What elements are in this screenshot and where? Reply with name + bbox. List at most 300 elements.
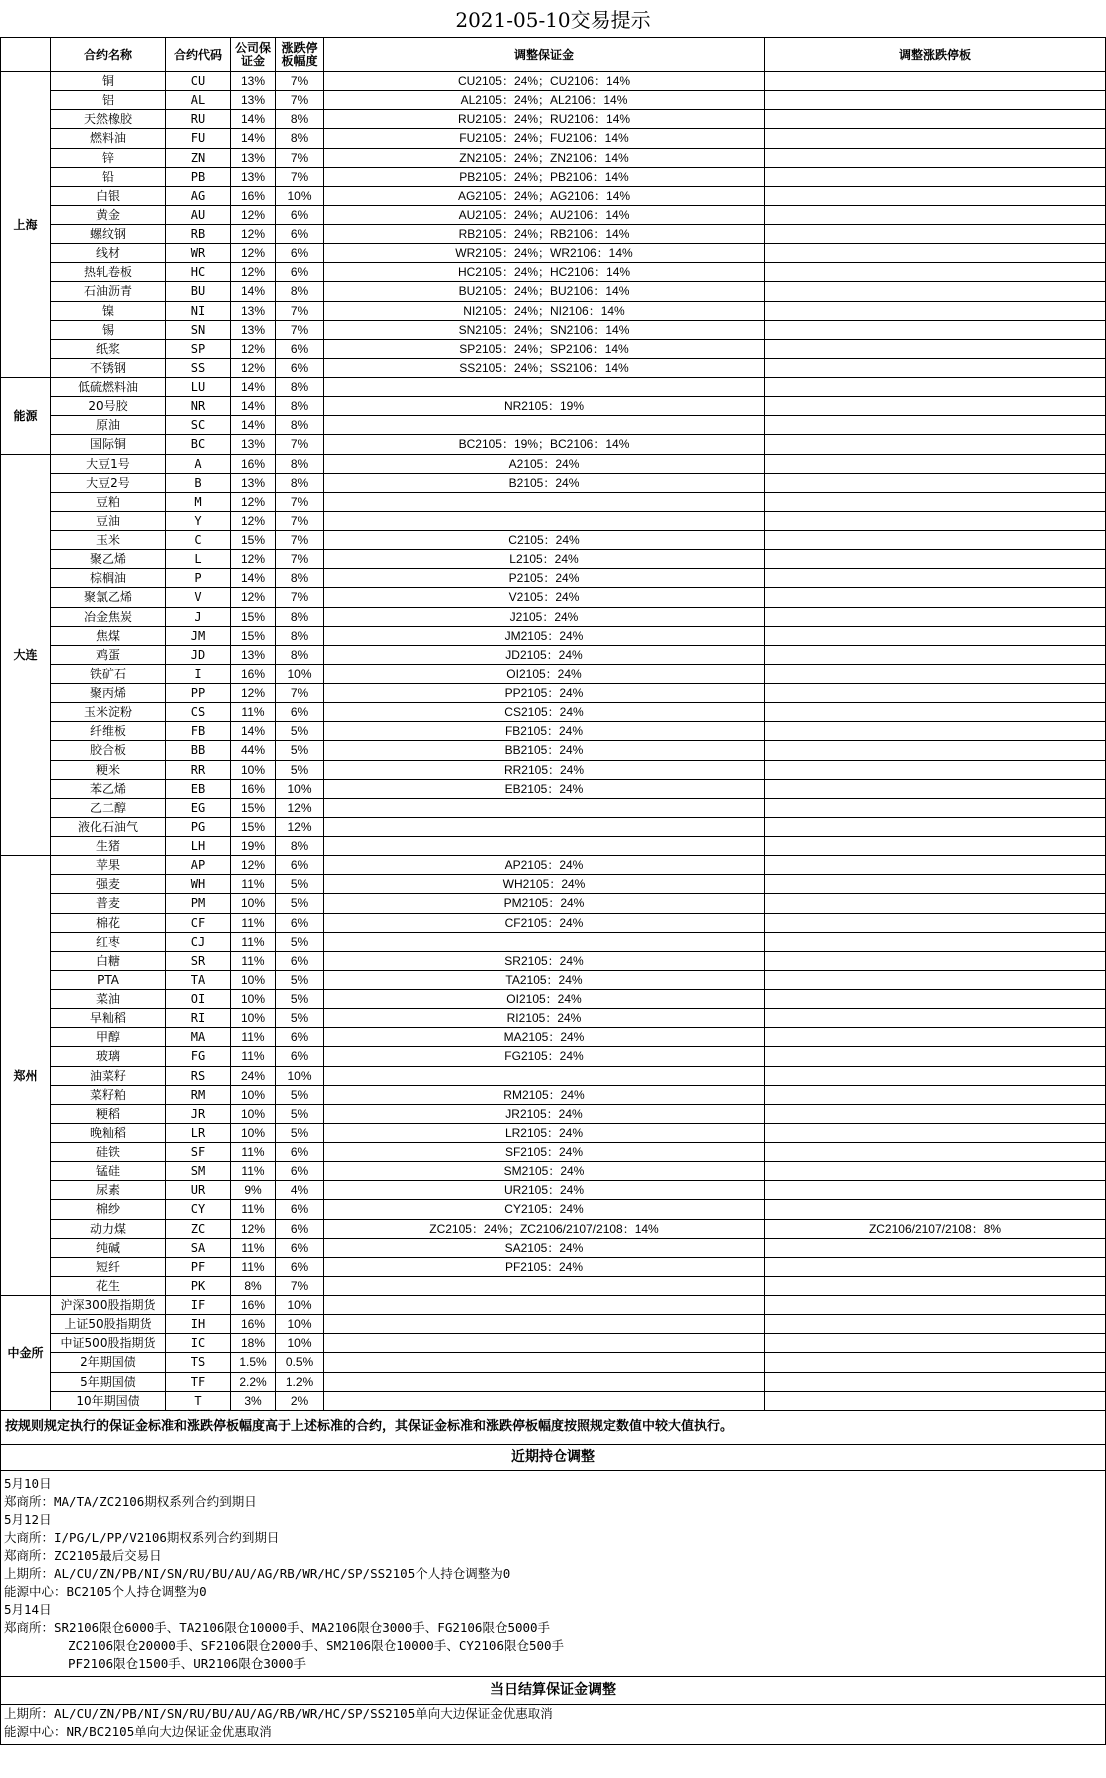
contract-name: 苯乙烯	[51, 779, 166, 798]
company-margin: 11%	[231, 1200, 276, 1219]
contract-code: CJ	[166, 932, 231, 951]
adjusted-margin: SA2105：24%	[324, 1238, 765, 1257]
contract-code: AG	[166, 186, 231, 205]
adjusted-margin	[324, 932, 765, 951]
contract-name: 国际铜	[51, 435, 166, 454]
adjusted-margin: CY2105：24%	[324, 1200, 765, 1219]
position-lines-row	[1, 1470, 1106, 1676]
price-limit: 10%	[276, 1315, 324, 1334]
price-limit: 5%	[276, 1009, 324, 1028]
adjusted-margin	[324, 1296, 765, 1315]
adjusted-limit	[765, 531, 1106, 550]
company-margin: 13%	[231, 91, 276, 110]
adjusted-margin	[324, 1276, 765, 1295]
company-margin: 12%	[231, 588, 276, 607]
price-limit: 6%	[276, 1200, 324, 1219]
adjusted-margin: JR2105：24%	[324, 1104, 765, 1123]
adjusted-margin: PM2105：24%	[324, 894, 765, 913]
contract-name: 花生	[51, 1276, 166, 1295]
contract-code: B	[166, 473, 231, 492]
position-line: PF2106限仓1500手、UR2106限仓3000手	[68, 1655, 307, 1671]
table-row	[1, 167, 1106, 186]
contract-name: 甲醇	[51, 1028, 166, 1047]
price-limit: 5%	[276, 875, 324, 894]
adjusted-limit	[765, 358, 1106, 377]
contract-name: 豆油	[51, 511, 166, 530]
table-row	[1, 1181, 1106, 1200]
adjusted-margin: JM2105：24%	[324, 626, 765, 645]
table-row	[1, 263, 1106, 282]
adjusted-limit	[765, 817, 1106, 836]
price-limit: 10%	[276, 1296, 324, 1315]
adjusted-limit	[765, 970, 1106, 989]
contract-code: BC	[166, 435, 231, 454]
contract-name: 纤维板	[51, 722, 166, 741]
adjusted-limit	[765, 1066, 1106, 1085]
adjusted-margin: PB2105：24%；PB2106：14%	[324, 167, 765, 186]
adjusted-margin: P2105：24%	[324, 569, 765, 588]
contract-name: 沪深300股指期货	[51, 1296, 166, 1315]
price-limit: 6%	[276, 205, 324, 224]
company-margin: 10%	[231, 1009, 276, 1028]
table-row	[1, 110, 1106, 129]
table-row	[1, 1315, 1106, 1334]
contract-code: NI	[166, 301, 231, 320]
price-limit: 8%	[276, 607, 324, 626]
contract-code: T	[166, 1391, 231, 1410]
adjusted-limit	[765, 263, 1106, 282]
contract-code: ZN	[166, 148, 231, 167]
table-row	[1, 358, 1106, 377]
adjusted-margin	[324, 1066, 765, 1085]
adjusted-limit	[765, 1085, 1106, 1104]
contract-code: CY	[166, 1200, 231, 1219]
table-row	[1, 894, 1106, 913]
adjusted-margin: PP2105：24%	[324, 684, 765, 703]
contract-name: 黄金	[51, 205, 166, 224]
contract-code: SR	[166, 951, 231, 970]
settlement-section-title: 当日结算保证金调整	[1, 1676, 1106, 1704]
adjusted-margin: FG2105：24%	[324, 1047, 765, 1066]
adjusted-margin: BC2105：19%；BC2106：14%	[324, 435, 765, 454]
contract-name: 不锈钢	[51, 358, 166, 377]
table-row	[1, 760, 1106, 779]
adjusted-margin	[324, 1353, 765, 1372]
price-limit: 8%	[276, 645, 324, 664]
adjusted-limit: ZC2106/2107/2108：8%	[765, 1219, 1106, 1238]
company-margin: 11%	[231, 1047, 276, 1066]
adjusted-margin: MA2105：24%	[324, 1028, 765, 1047]
company-margin: 10%	[231, 990, 276, 1009]
contract-name: 鸡蛋	[51, 645, 166, 664]
contract-code: UR	[166, 1181, 231, 1200]
contract-code: OI	[166, 990, 231, 1009]
contract-code: FU	[166, 129, 231, 148]
table-row	[1, 779, 1106, 798]
table-row	[1, 1200, 1106, 1219]
adjusted-margin: NR2105：19%	[324, 397, 765, 416]
adjusted-limit	[765, 1143, 1106, 1162]
contract-name: 液化石油气	[51, 817, 166, 836]
price-limit: 6%	[276, 244, 324, 263]
contract-code: IF	[166, 1296, 231, 1315]
price-limit: 7%	[276, 301, 324, 320]
company-margin: 14%	[231, 129, 276, 148]
adjusted-margin	[324, 378, 765, 397]
adjusted-margin: NI2105：24%；NI2106：14%	[324, 301, 765, 320]
contract-name: 铅	[51, 167, 166, 186]
contract-name: 大豆1号	[51, 454, 166, 473]
company-margin: 12%	[231, 205, 276, 224]
contract-code: FG	[166, 1047, 231, 1066]
company-margin: 19%	[231, 837, 276, 856]
price-limit: 8%	[276, 454, 324, 473]
contract-code: A	[166, 454, 231, 473]
adjusted-margin	[324, 817, 765, 836]
adjusted-margin	[324, 416, 765, 435]
contract-code: PP	[166, 684, 231, 703]
table-row	[1, 1372, 1106, 1391]
contract-name: 晚籼稻	[51, 1123, 166, 1142]
contract-name: PTA	[51, 970, 166, 989]
adjusted-limit	[765, 473, 1106, 492]
contract-name: 纸浆	[51, 339, 166, 358]
company-margin: 12%	[231, 1219, 276, 1238]
adjusted-limit	[765, 244, 1106, 263]
price-limit: 8%	[276, 110, 324, 129]
price-limit: 7%	[276, 492, 324, 511]
contract-name: 铁矿石	[51, 664, 166, 683]
table-row	[1, 913, 1106, 932]
table-row	[1, 378, 1106, 397]
table-row	[1, 626, 1106, 645]
contract-code: SN	[166, 320, 231, 339]
position-section-title: 近期持仓调整	[1, 1444, 1106, 1470]
adjusted-margin: AL2105：24%；AL2106：14%	[324, 91, 765, 110]
settlement-line: 能源中心：NR/BC2105单向大边保证金优惠取消	[4, 1723, 272, 1739]
adjusted-margin: OI2105：24%	[324, 990, 765, 1009]
contract-name: 镍	[51, 301, 166, 320]
adjusted-margin	[324, 1315, 765, 1334]
contract-code: RS	[166, 1066, 231, 1085]
price-limit: 10%	[276, 186, 324, 205]
table-row	[1, 1276, 1106, 1295]
adjusted-limit	[765, 1104, 1106, 1123]
table-row	[1, 1123, 1106, 1142]
contract-name: 玉米淀粉	[51, 703, 166, 722]
company-margin: 11%	[231, 1162, 276, 1181]
adjusted-limit	[765, 282, 1106, 301]
adjusted-limit	[765, 951, 1106, 970]
adjusted-margin: CU2105：24%；CU2106：14%	[324, 72, 765, 91]
contract-code: SF	[166, 1143, 231, 1162]
table-row	[1, 990, 1106, 1009]
company-margin: 12%	[231, 550, 276, 569]
company-margin: 11%	[231, 951, 276, 970]
contract-code: LR	[166, 1123, 231, 1142]
company-margin: 16%	[231, 186, 276, 205]
position-title-row	[1, 1444, 1106, 1470]
table-row	[1, 569, 1106, 588]
contract-code: JM	[166, 626, 231, 645]
adjusted-margin: RB2105：24%；RB2106：14%	[324, 225, 765, 244]
company-margin: 12%	[231, 244, 276, 263]
table-row	[1, 970, 1106, 989]
table-row	[1, 1162, 1106, 1181]
price-limit: 5%	[276, 990, 324, 1009]
adjusted-margin: C2105：24%	[324, 531, 765, 550]
contract-name: 螺纹钢	[51, 225, 166, 244]
header-margin: 公司保证金	[231, 38, 276, 72]
contract-name: 5年期国债	[51, 1372, 166, 1391]
contract-name: 生猪	[51, 837, 166, 856]
contract-name: 焦煤	[51, 626, 166, 645]
table-row	[1, 817, 1106, 836]
company-margin: 10%	[231, 1123, 276, 1142]
contract-name: 短纤	[51, 1257, 166, 1276]
adjusted-limit	[765, 607, 1106, 626]
contract-code: PB	[166, 167, 231, 186]
position-line: 能源中心：BC2105个人持仓调整为0	[4, 1583, 207, 1599]
contract-code: HC	[166, 263, 231, 282]
price-limit: 7%	[276, 588, 324, 607]
contract-name: 原油	[51, 416, 166, 435]
rule-note: 按规则规定执行的保证金标准和涨跌停板幅度高于上述标准的合约，其保证金标准和涨跌停板幅度按照规定数值中较大值执行。	[1, 1410, 1106, 1444]
contract-code: FB	[166, 722, 231, 741]
price-limit: 5%	[276, 894, 324, 913]
adjusted-margin: A2105：24%	[324, 454, 765, 473]
page-title: 2021-05-10交易提示	[455, 8, 651, 32]
contract-name: 热轧卷板	[51, 263, 166, 282]
adjusted-margin: SS2105：24%；SS2106：14%	[324, 358, 765, 377]
contract-code: TS	[166, 1353, 231, 1372]
contract-code: CS	[166, 703, 231, 722]
adjusted-margin: SR2105：24%	[324, 951, 765, 970]
adjusted-margin	[324, 798, 765, 817]
price-limit: 6%	[276, 1143, 324, 1162]
adjusted-limit	[765, 856, 1106, 875]
adjusted-limit	[765, 760, 1106, 779]
adjusted-limit	[765, 492, 1106, 511]
contract-name: 锰硅	[51, 1162, 166, 1181]
adjusted-limit	[765, 1276, 1106, 1295]
company-margin: 14%	[231, 282, 276, 301]
price-limit: 5%	[276, 1104, 324, 1123]
table-row	[1, 664, 1106, 683]
price-limit: 6%	[276, 225, 324, 244]
contract-name: 石油沥青	[51, 282, 166, 301]
settlement-lines-row	[1, 1704, 1106, 1744]
header-limit: 涨跌停板幅度	[276, 38, 324, 72]
table-row	[1, 550, 1106, 569]
table-row	[1, 875, 1106, 894]
contract-code: P	[166, 569, 231, 588]
contract-name: 中证500股指期货	[51, 1334, 166, 1353]
position-line: 上期所：AL/CU/ZN/PB/NI/SN/RU/BU/AU/AG/RB/WR/HC/SP/SS2105个人持仓调整为0	[4, 1565, 511, 1581]
table-row	[1, 1009, 1106, 1028]
position-line: 郑商所：ZC2105最后交易日	[4, 1547, 162, 1563]
adjusted-limit	[765, 205, 1106, 224]
table-row	[1, 1296, 1106, 1315]
contract-code: L	[166, 550, 231, 569]
position-line: 郑商所：MA/TA/ZC2106期权系列合约到期日	[4, 1493, 257, 1509]
company-margin: 11%	[231, 913, 276, 932]
adjusted-limit	[765, 1200, 1106, 1219]
contract-name: 菜籽粕	[51, 1085, 166, 1104]
table-row	[1, 798, 1106, 817]
contract-name: 棉纱	[51, 1200, 166, 1219]
adjusted-margin: L2105：24%	[324, 550, 765, 569]
adjusted-limit	[765, 722, 1106, 741]
contract-code: WR	[166, 244, 231, 263]
price-limit: 7%	[276, 531, 324, 550]
price-limit: 6%	[276, 856, 324, 875]
table-row	[1, 72, 1106, 91]
table-row	[1, 531, 1106, 550]
price-limit: 8%	[276, 473, 324, 492]
price-limit: 7%	[276, 72, 324, 91]
company-margin: 15%	[231, 607, 276, 626]
price-limit: 5%	[276, 722, 324, 741]
table-row	[1, 397, 1106, 416]
contract-name: 白糖	[51, 951, 166, 970]
adjusted-limit	[765, 1334, 1106, 1353]
company-margin: 12%	[231, 339, 276, 358]
adjusted-limit	[765, 129, 1106, 148]
company-margin: 11%	[231, 875, 276, 894]
table-row	[1, 932, 1106, 951]
contract-code: CU	[166, 72, 231, 91]
adjusted-margin: AU2105：24%；AU2106：14%	[324, 205, 765, 224]
contract-code: Y	[166, 511, 231, 530]
contract-name: 燃料油	[51, 129, 166, 148]
contract-code: PF	[166, 1257, 231, 1276]
price-limit: 12%	[276, 817, 324, 836]
company-margin: 12%	[231, 492, 276, 511]
price-limit: 5%	[276, 1123, 324, 1142]
contract-name: 10年期国债	[51, 1391, 166, 1410]
contract-name: 天然橡胶	[51, 110, 166, 129]
contract-code: PK	[166, 1276, 231, 1295]
contract-name: 胶合板	[51, 741, 166, 760]
contract-name: 棕榈油	[51, 569, 166, 588]
adjusted-margin	[324, 837, 765, 856]
company-margin: 13%	[231, 473, 276, 492]
price-limit: 5%	[276, 760, 324, 779]
contract-code: V	[166, 588, 231, 607]
table-row	[1, 1219, 1106, 1238]
price-limit: 7%	[276, 684, 324, 703]
table-row	[1, 722, 1106, 741]
contract-code: TF	[166, 1372, 231, 1391]
adjusted-margin: CF2105：24%	[324, 913, 765, 932]
adjusted-margin: RI2105：24%	[324, 1009, 765, 1028]
price-limit: 5%	[276, 741, 324, 760]
contract-name: 2年期国债	[51, 1353, 166, 1372]
contract-name: 尿素	[51, 1181, 166, 1200]
contract-code: AL	[166, 91, 231, 110]
adjusted-margin: UR2105：24%	[324, 1181, 765, 1200]
company-margin: 9%	[231, 1181, 276, 1200]
adjusted-limit	[765, 664, 1106, 683]
contract-code: C	[166, 531, 231, 550]
price-limit: 7%	[276, 148, 324, 167]
adjusted-limit	[765, 626, 1106, 645]
company-margin: 12%	[231, 684, 276, 703]
table-row	[1, 1143, 1106, 1162]
adjusted-limit	[765, 454, 1106, 473]
contract-name: 强麦	[51, 875, 166, 894]
contract-code: M	[166, 492, 231, 511]
table-row	[1, 837, 1106, 856]
price-limit: 6%	[276, 913, 324, 932]
adjusted-margin: SN2105：24%；SN2106：14%	[324, 320, 765, 339]
adjusted-margin: FB2105：24%	[324, 722, 765, 741]
position-line: 郑商所：SR2106限仓6000手、TA2106限仓10000手、MA2106限仓3000手、FG2106限仓5000手	[4, 1619, 551, 1635]
contract-code: NR	[166, 397, 231, 416]
adjusted-margin: OI2105：24%	[324, 664, 765, 683]
price-limit: 8%	[276, 626, 324, 645]
contract-name: 线材	[51, 244, 166, 263]
table-row	[1, 244, 1106, 263]
adjusted-margin: TA2105：24%	[324, 970, 765, 989]
table-row	[1, 1257, 1106, 1276]
contract-code: AU	[166, 205, 231, 224]
adjusted-margin	[324, 1334, 765, 1353]
position-line: 5月12日	[4, 1511, 52, 1527]
price-limit: 7%	[276, 550, 324, 569]
settlement-title-row	[1, 1676, 1106, 1704]
company-margin: 14%	[231, 397, 276, 416]
price-limit: 4%	[276, 1181, 324, 1200]
company-margin: 44%	[231, 741, 276, 760]
adjusted-limit	[765, 1238, 1106, 1257]
contract-code: PM	[166, 894, 231, 913]
contract-name: 硅铁	[51, 1143, 166, 1162]
company-margin: 13%	[231, 645, 276, 664]
company-margin: 15%	[231, 798, 276, 817]
table-row	[1, 186, 1106, 205]
contract-name: 玉米	[51, 531, 166, 550]
adjusted-margin	[324, 511, 765, 530]
company-margin: 16%	[231, 779, 276, 798]
header-code: 合约代码	[166, 38, 231, 72]
contract-name: 冶金焦炭	[51, 607, 166, 626]
company-margin: 14%	[231, 110, 276, 129]
exchange-cell: 大连	[1, 454, 51, 856]
contract-name: 粳稻	[51, 1104, 166, 1123]
price-limit: 1.2%	[276, 1372, 324, 1391]
table-row	[1, 129, 1106, 148]
contract-name: 20号胶	[51, 397, 166, 416]
adjusted-margin: SM2105：24%	[324, 1162, 765, 1181]
adjusted-margin	[324, 1391, 765, 1410]
contract-code: IH	[166, 1315, 231, 1334]
contract-code: SP	[166, 339, 231, 358]
contract-name: 白银	[51, 186, 166, 205]
adjusted-margin: B2105：24%	[324, 473, 765, 492]
adjusted-limit	[765, 550, 1106, 569]
table-row	[1, 1391, 1106, 1410]
adjusted-margin: EB2105：24%	[324, 779, 765, 798]
table-row	[1, 856, 1106, 875]
adjusted-limit	[765, 225, 1106, 244]
adjusted-limit	[765, 645, 1106, 664]
table-row	[1, 91, 1106, 110]
price-limit: 6%	[276, 1238, 324, 1257]
contract-name: 铝	[51, 91, 166, 110]
adjusted-limit	[765, 1009, 1106, 1028]
